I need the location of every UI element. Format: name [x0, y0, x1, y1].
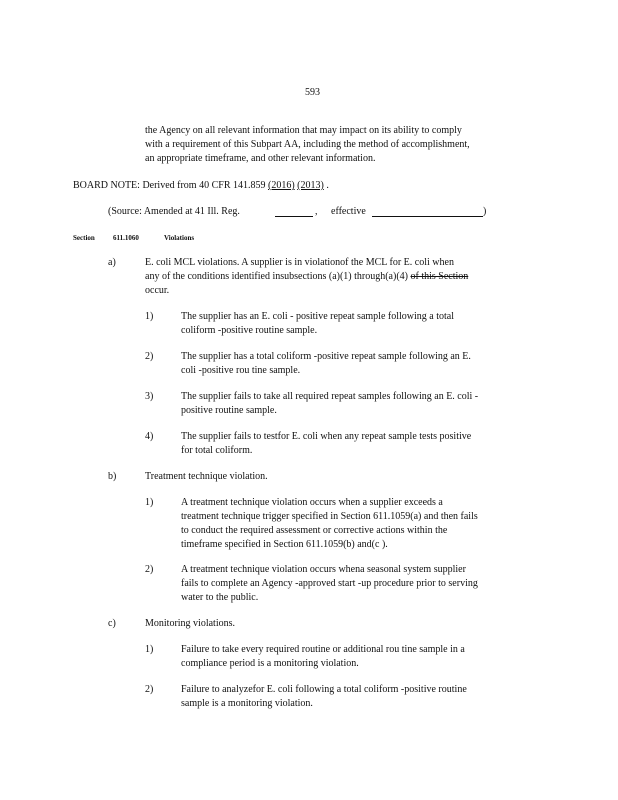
item-line: fails to complete an Agency -approved start -up procedure prior to serving [181, 578, 478, 589]
source-prefix: (Source: Amended at 41 Ill. Reg. [108, 206, 240, 217]
item-line: treatment technique trigger specified in Section 611.1059(a) and then fails [181, 511, 478, 522]
intro-line-3: an appropriate timeframe, and other relevant information. [145, 153, 376, 164]
item-line: for total coliform. [181, 445, 253, 456]
item-line: to conduct the required assessment or corrective actions within the [181, 525, 448, 536]
item-line: A treatment technique violation occurs whena seasonal system supplier [181, 564, 466, 575]
item-marker: 1) [145, 644, 154, 655]
item-marker: 3) [145, 391, 154, 402]
board-note-prefix: BOARD NOTE: Derived from 40 CFR 141.859 [73, 180, 268, 191]
board-note [73, 179, 329, 193]
item-marker: 2) [145, 351, 154, 362]
source-close: ) [483, 206, 487, 217]
intro-line-1: the Agency on all relevant information that may impact on its ability to comply [145, 125, 462, 136]
item-line: timeframe specified in Section 611.1059(b) and(c ). [181, 539, 388, 550]
struck-text: of this Section [410, 271, 469, 282]
subsection-a-line-3: occur. [145, 285, 170, 296]
board-note-suffix: . [323, 180, 329, 191]
source-comma: , [315, 206, 318, 217]
subsection-a-line-1: E. coli MCL violations. A supplier is in violationof the MCL for E. coli when [145, 257, 454, 268]
section-number: 611.1060 [113, 234, 139, 242]
subsection-b-title: Treatment technique violation. [145, 471, 268, 482]
item-line: coliform -positive routine sample. [181, 325, 318, 336]
subsection-b-marker: b) [108, 471, 117, 482]
item-line: The supplier has an E. coli - positive repeat sample following a total [181, 311, 454, 322]
item-line: Failure to analyzefor E. coli following a total coliform -positive routine [181, 684, 467, 695]
source-effective: effective [331, 206, 366, 217]
item-marker: 1) [145, 497, 154, 508]
board-note-year-old: (2013) [297, 180, 324, 191]
item-line: positive routine sample. [181, 405, 277, 416]
item-line: Failure to take every required routine or additional rou tine sample in a [181, 644, 465, 655]
section-label: Section [73, 234, 95, 242]
section-title: Violations [164, 234, 195, 242]
subsection-c-title: Monitoring violations. [145, 618, 235, 629]
item-line: A treatment technique violation occurs when a supplier exceeds a [181, 497, 443, 508]
item-line: compliance period is a monitoring violation. [181, 658, 359, 669]
item-line: coli -positive rou tine sample. [181, 365, 301, 376]
item-marker: 2) [145, 684, 154, 695]
intro-line-2: with a requirement of this Subpart AA, including the method of accomplishment, [145, 139, 470, 150]
source-blank-date [372, 216, 483, 217]
subsection-c-marker: c) [108, 618, 116, 629]
page-number: 593 [305, 87, 320, 98]
item-line: The supplier fails to take all required repeat samples following an E. coli - [181, 391, 479, 402]
subsection-a-line-2: any of the conditions identified insubsections (a)(1) through(a)(4) of this Section [145, 271, 469, 282]
board-note-year-new: (2016) [268, 180, 295, 191]
subsection-a-marker: a) [108, 257, 116, 268]
item-line: The supplier fails to testfor E. coli when any repeat sample tests positive [181, 431, 472, 442]
item-marker: 4) [145, 431, 154, 442]
item-marker: 2) [145, 564, 154, 575]
item-line: sample is a monitoring violation. [181, 698, 313, 709]
item-line: water to the public. [181, 592, 259, 603]
item-marker: 1) [145, 311, 154, 322]
source-blank-page [275, 216, 313, 217]
item-line: The supplier has a total coliform -positive repeat sample following an E. [181, 351, 471, 362]
